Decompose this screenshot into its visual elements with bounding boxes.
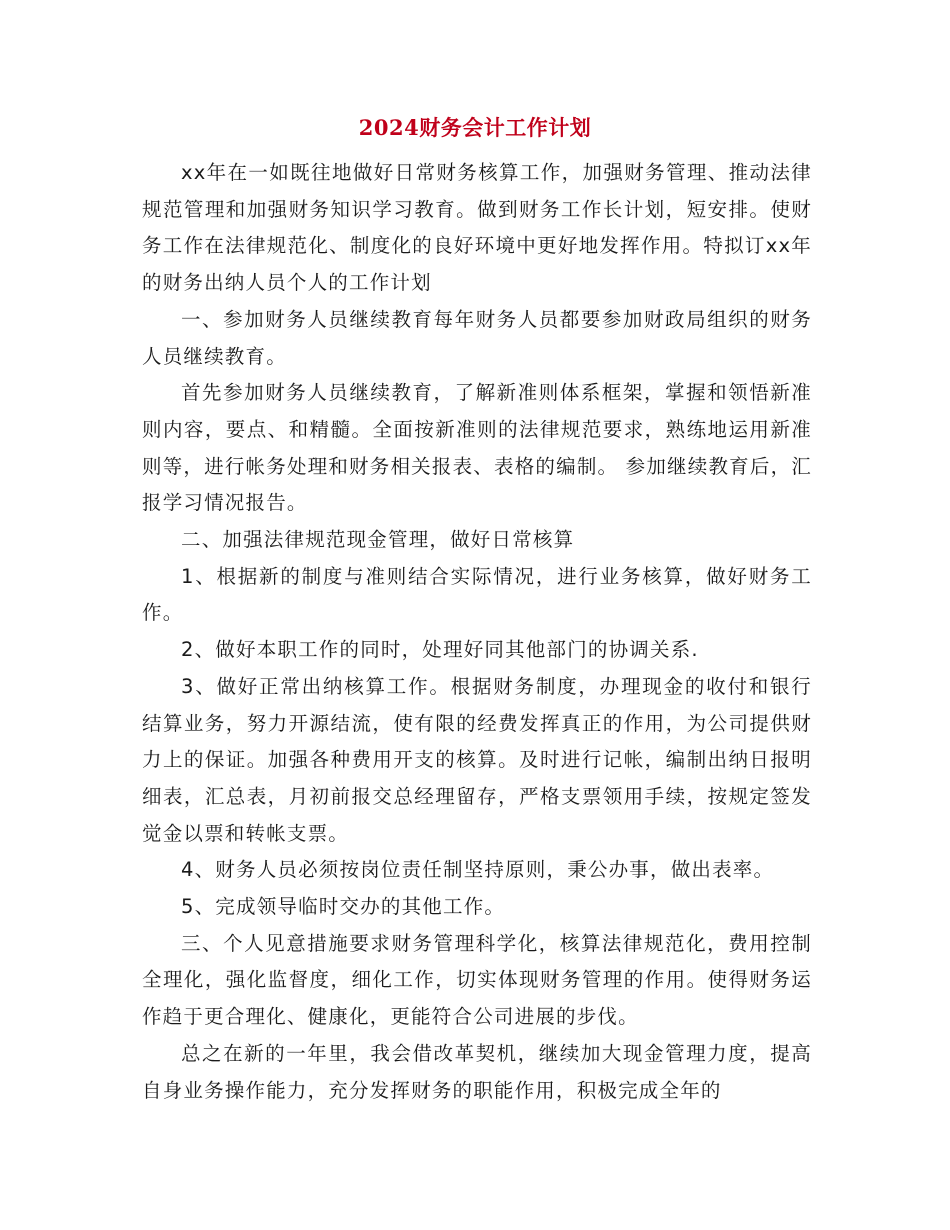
paragraph-item-4: 4、财务人员必须按岗位责任制坚持原则，秉公办事，做出表率。 (181, 858, 775, 882)
paragraph-conclusion: 总之在新的一年里，我会借改革契机，继续加大现金管理力度，提高自身业务操作能力，充分发挥财务的职能作用，积极完成全年的 (142, 1041, 812, 1102)
paragraph-item-2: 2、做好本职工作的同时，处理好同其他部门的协调关系. (181, 638, 699, 662)
paragraph-item-1: 1、根据新的制度与准则结合实际情况，进行业务核算，做好财务工作。 (142, 564, 812, 625)
paragraph-section-3: 三、个人见意措施要求财务管理科学化，核算法律规范化，费用控制全理化，强化监督度，细化工作，切实体现财务管理的作用。使得财务运作趋于更合理化、健康化，更能符合公司进展的步伐。 (142, 931, 812, 1029)
paragraph-section-1-detail: 首先参加财务人员继续教育，了解新准则体系框架，掌握和领悟新准则内容，要点、和精髓。全面按新准则的法律规范要求，熟练地运用新准则等，进行帐务处理和财务相关报表、表格的编制。 参加继续教育后，汇报学习情况报告。 (142, 381, 812, 515)
document-title: 2024财务会计工作计划 (358, 115, 592, 140)
paragraph-intro: xx年在一如既往地做好日常财务核算工作，加强财务管理、推动法律规范管理和加强财务知识学习教育。做到财务工作长计划，短安排。使财务工作在法律规范化、制度化的良好环境中更好地发挥作用。特拟订xx年的财务出纳人员个人的工作计划 (142, 161, 812, 295)
document-body (142, 155, 812, 1109)
paragraph-item-5: 5、完成领导临时交办的其他工作。 (181, 895, 506, 919)
paragraph-section-2-heading: 二、加强法律规范现金管理，做好日常核算 (181, 528, 575, 552)
paragraph-item-3: 3、做好正常出纳核算工作。根据财务制度，办理现金的收付和银行结算业务，努力开源结流，使有限的经费发挥真正的作用，为公司提供财力上的保证。加强各种费用开支的核算。及时进行记帐，编制出纳日报明细表，汇总表，月初前报交总经理留存，严格支票领用手续，按规定签发觉金以票和转帐支票。 (142, 674, 812, 845)
paragraph-section-1-heading: 一、参加财务人员继续教育每年财务人员都要参加财政局组织的财务人员继续教育。 (142, 307, 812, 368)
